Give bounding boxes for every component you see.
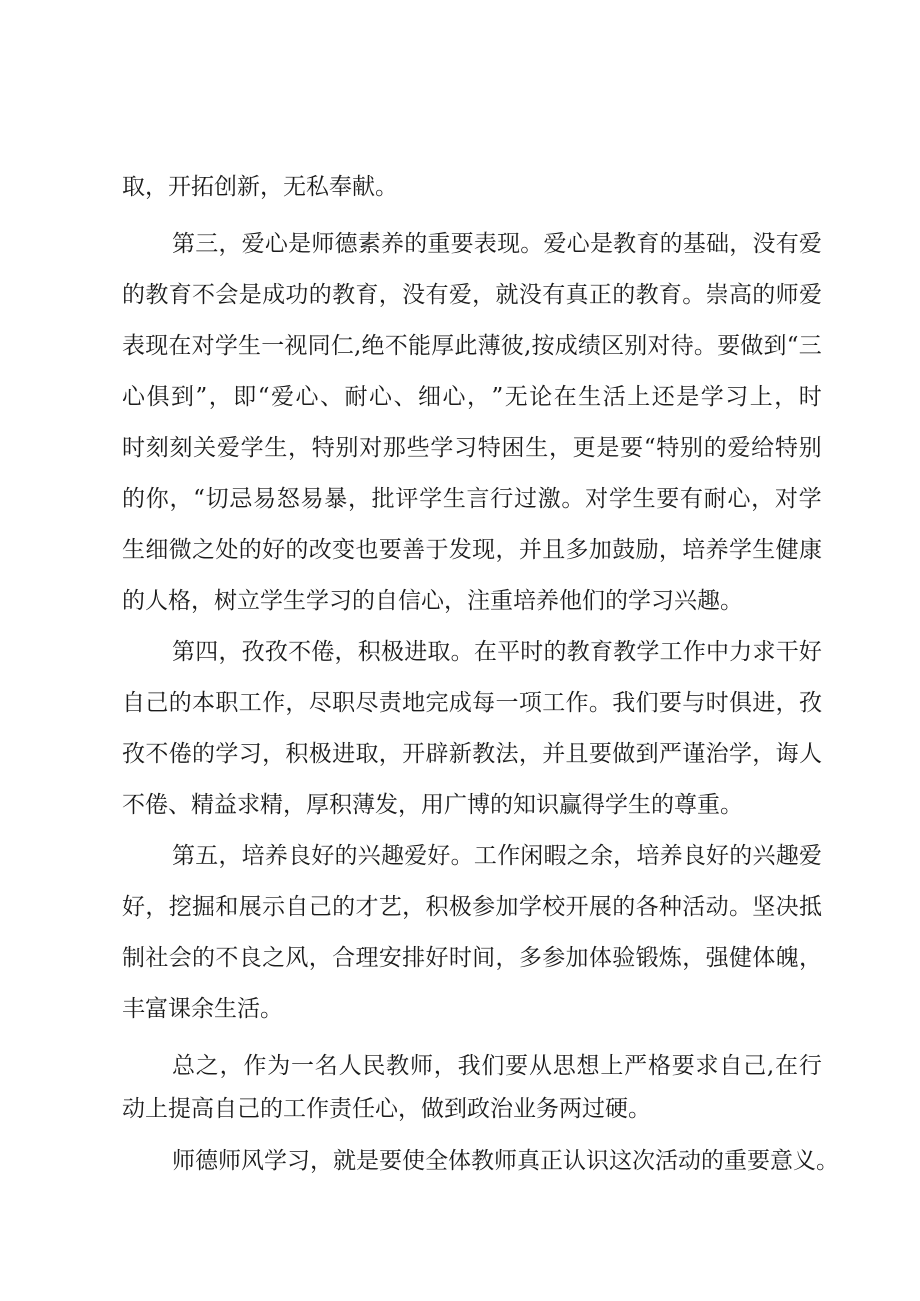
text-line: 的 你 ， “ 切 忌 易 怒 易 暴 ， 批 评 学 生 言 行 过 激 。 对 学 生 要 有 耐 心 ， 对 学 <box>122 486 822 512</box>
text-line: 心 俱 到 ” ， 即 “ 爱 心 、 耐 心 、 细 心 ， ” 无 论 在 生 活 上 还 是 学 习 上 ， 时 <box>122 384 822 410</box>
text-line: 丰富课余生活。 <box>122 996 283 1022</box>
text-line: 取，开拓创新，无私奉献。 <box>122 174 398 200</box>
text-line: 生 细 微 之 处 的 好 的 改 变 也 要 善 于 发 现 ， 并 且 多 加 鼓 励 ， 培 养 学 生 健 康 <box>122 537 822 563</box>
text-line: 自 己 的 本 职 工 作 ， 尽 职 尽 责 地 完 成 每 一 项 工 作 。 我 们 要 与 时 俱 进 ， 孜 <box>122 690 822 716</box>
text-line: 的 教 育 不 会 是 成 功 的 教 育 ， 没 有 爱 ， 就 没 有 真 正 的 教 育 。 崇 高 的 师 爱 <box>122 282 822 308</box>
text-line: 第 三 ， 爱 心 是 师 德 素 养 的 重 要 表 现 。 爱 心 是 教 育 的 基 础 ， 没 有 爱 <box>172 231 822 257</box>
text-line: 表 现 在 对 学 生 一 视 同 仁 , 绝 不 能 厚 此 薄 彼 , 按 成 绩 区 别 对 待 。 要 做 到 “ 三 <box>122 333 822 359</box>
text-line: 时 刻 刻 关 爱 学 生 ， 特 别 对 那 些 学 习 特 困 生 ， 更 是 要 “ 特 别 的 爱 给 特 别 <box>122 435 822 461</box>
text-line: 师 德 师 风 学 习 ， 就 是 要 使 全 体 教 师 真 正 认 识 这 次 活 动 的 重 要 意 义 。 <box>172 1148 839 1174</box>
text-line: 动上提高自己的工作责任心，做到政治业务两过硬。 <box>122 1096 651 1122</box>
text-line: 制 社 会 的 不 良 之 风 ， 合 理 安 排 好 时 间 ， 多 参 加 体 验 锻 炼 ， 强 健 体 魄 ， <box>122 945 822 971</box>
text-line: 第 五 ， 培 养 良 好 的 兴 趣 爱 好 。 工 作 闲 暇 之 余 ， 培 养 良 好 的 兴 趣 爱 <box>172 843 822 869</box>
text-line: 的人格，树立学生学习的自信心，注重培养他们的学习兴趣。 <box>122 588 743 614</box>
text-line: 不倦、精益求精，厚积薄发，用广博的知识赢得学生的尊重。 <box>122 792 743 818</box>
text-line: 第 四 ， 孜 孜 不 倦 ， 积 极 进 取 。 在 平 时 的 教 育 教 学 工 作 中 力 求 干 好 <box>172 639 822 665</box>
text-line: 好 ， 挖 掘 和 展 示 自 己 的 才 艺 ， 积 极 参 加 学 校 开 展 的 各 种 活 动 。 坚 决 抵 <box>122 894 822 920</box>
text-line: 总 之 ， 作 为 一 名 人 民 教 师 ， 我 们 要 从 思 想 上 严 格 要 求 自 己 , 在 行 <box>172 1053 822 1079</box>
text-line: 孜 不 倦 的 学 习 ， 积 极 进 取 ， 开 辟 新 教 法 ， 并 且 要 做 到 严 谨 治 学 ， 诲 人 <box>122 741 822 767</box>
